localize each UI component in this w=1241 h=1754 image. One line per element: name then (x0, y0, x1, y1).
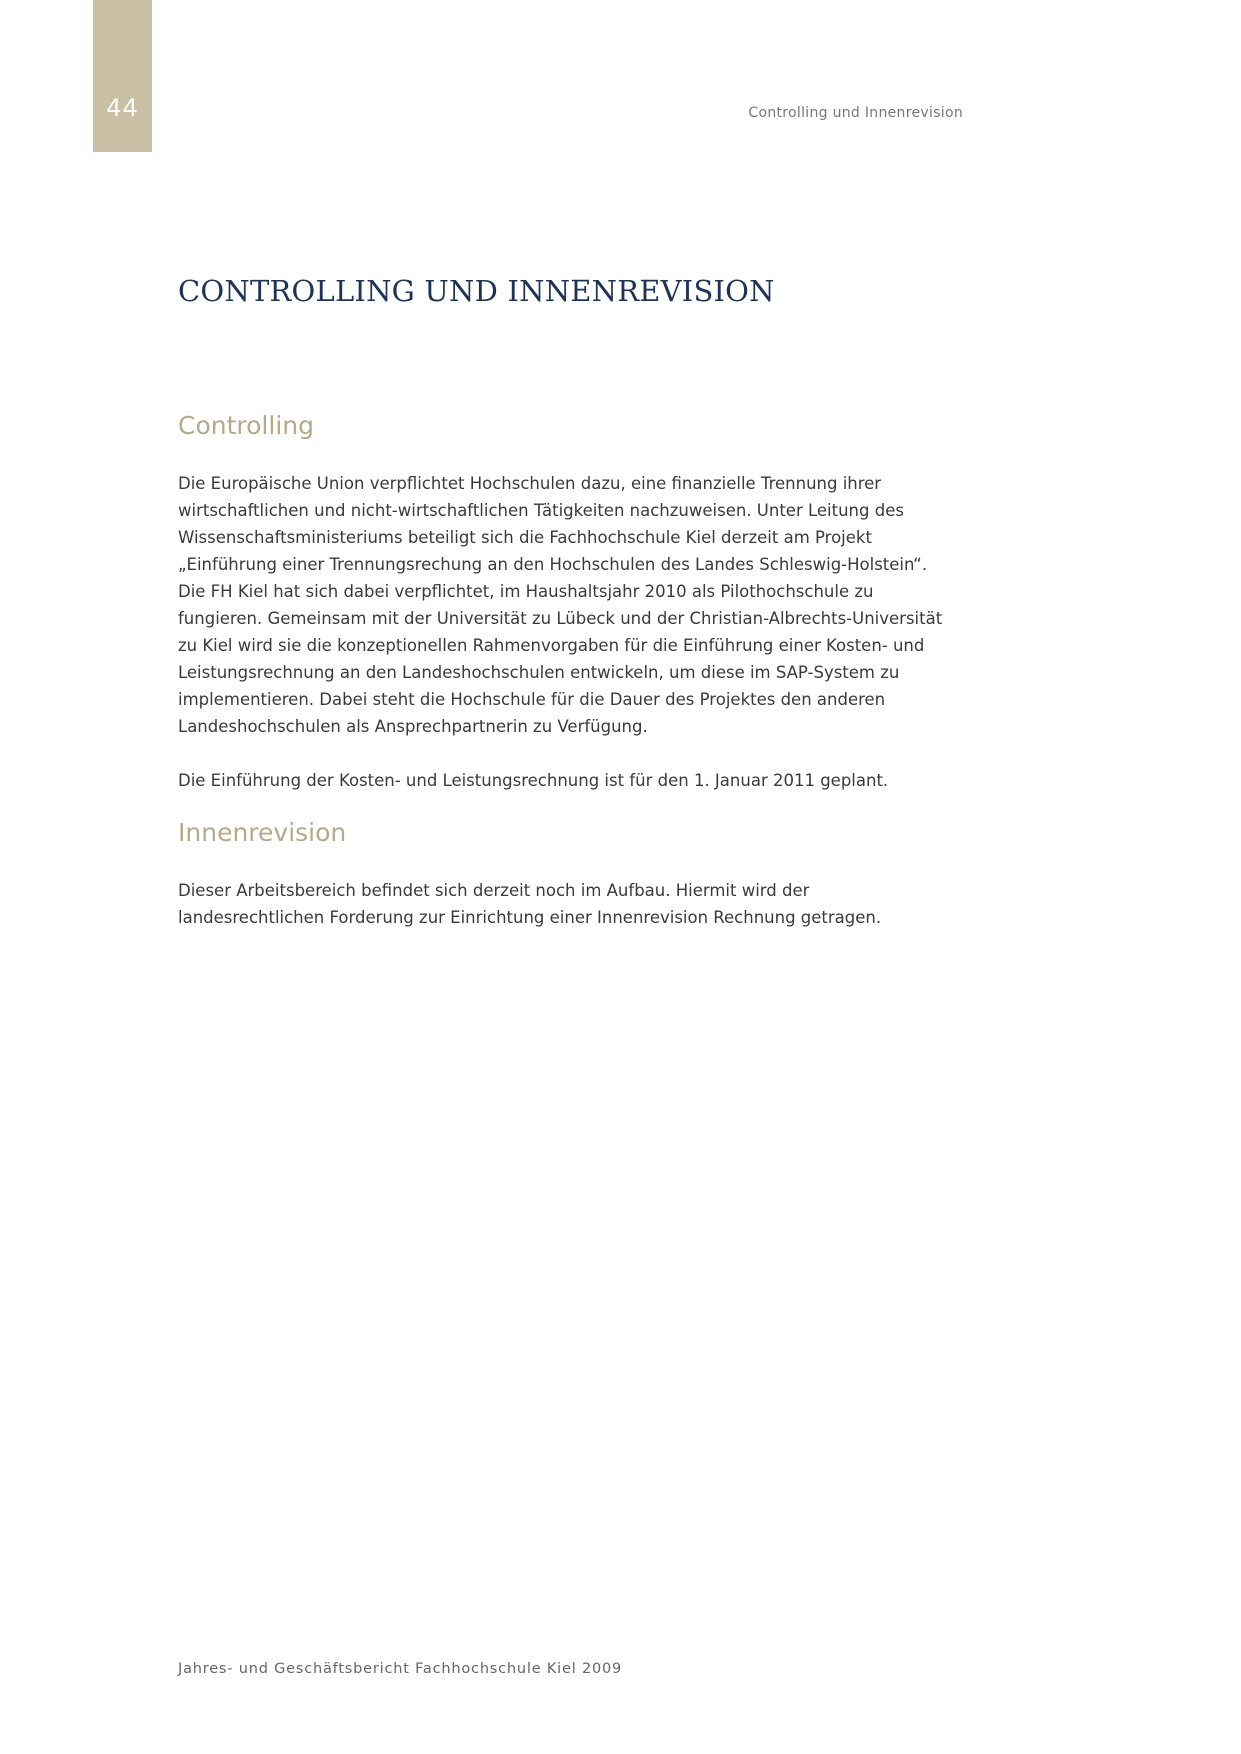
page-footer: Jahres- und Geschäftsbericht Fachhochschule Kiel 2009 (178, 1661, 623, 1677)
section-heading-innenrevision: Innenrevision (178, 818, 347, 847)
paragraph-controlling-1: Die Europäische Union verpflichtet Hochschulen dazu, eine finanzielle Trennung ihrer wirtschaftlichen und nicht-wirtschaftlichen Tätigkeiten nachzuweisen. Unter Leitung des Wissenschaftsministeriums beteiligt sich die Fachhochschule Kiel derzeit am Projekt „Einführung einer Trennungsrechung an den Hochschulen des Landes Schleswig-Holstein“. Die FH Kiel hat sich dabei verpflichtet, im Haushaltsjahr 2010 als Pilothochschule zu fungieren. Gemeinsam mit der Universität zu Lübeck und der Christian-Albrechts-Universität zu Kiel wird sie die konzeptionellen Rahmenvorgaben für die Einführung einer Kosten- und Leistungsrechnung an den Landeshochschulen entwickeln, um diese im SAP-System zu implementieren. Dabei steht die Hochschule für die Dauer des Projektes den anderen Landeshochschulen als Ansprechpartnerin zu Verfügung. (178, 474, 943, 736)
paragraph-innenrevision-1: Dieser Arbeitsbereich befindet sich derzeit noch im Aufbau. Hiermit wird der landesrechtlichen Forderung zur Einrichtung einer Innenrevision Rechnung getragen. (178, 881, 882, 927)
paragraph-controlling-2: Die Einführung der Kosten- und Leistungsrechnung ist für den 1. Januar 2011 geplant. (178, 771, 889, 790)
chapter-title: CONTROLLING UND INNENREVISION (178, 274, 775, 308)
running-header: Controlling und Innenrevision (748, 105, 963, 121)
page-number: 44 (106, 94, 139, 122)
page-number-tab (93, 0, 152, 152)
section-heading-controlling: Controlling (178, 411, 314, 440)
